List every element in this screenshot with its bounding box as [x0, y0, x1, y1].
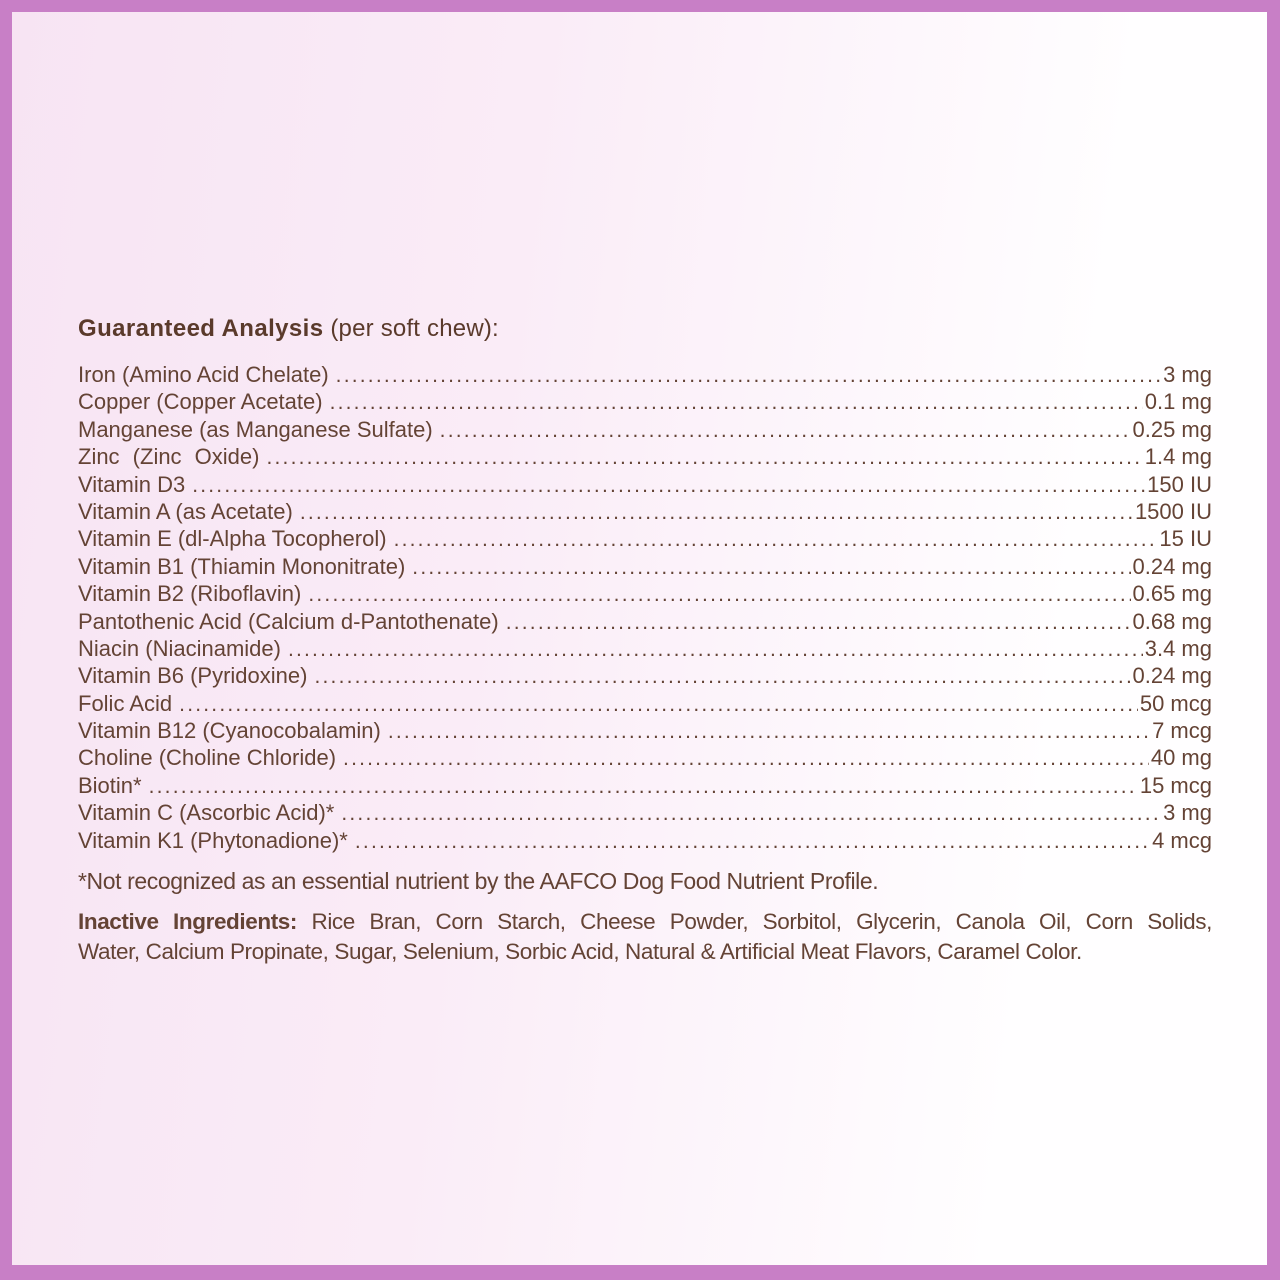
dot-leader — [440, 417, 1131, 443]
dot-leader — [336, 362, 1161, 388]
dot-leader — [149, 773, 1138, 799]
nutrient-row — [78, 609, 1212, 636]
nutrient-row — [78, 472, 1212, 499]
nutrient-value: 3 mg — [1163, 362, 1212, 387]
nutrient-value: 1.4 mg — [1144, 444, 1212, 470]
dot-leader — [412, 554, 1130, 580]
dot-leader — [388, 718, 1150, 744]
dot-leader — [266, 444, 1142, 470]
nutrient-name: Iron (Amino Acid Chelate) — [78, 362, 329, 387]
nutrient-value: 0.24 mg — [1132, 553, 1212, 579]
nutrient-row — [78, 362, 1212, 389]
nutrient-value: 0.24 mg — [1132, 663, 1212, 689]
inactive-ingredients-text-1: Rice Bran, Corn Starch, Cheese Powder, Sorbitol, Glycerin, Canola Oil, Corn Solids, — [311, 909, 1212, 935]
nutrient-value: 15 mcg — [1139, 772, 1212, 798]
nutrient-value: 3.4 mg — [1144, 635, 1212, 661]
nutrient-row — [78, 800, 1212, 827]
nutrient-name: Manganese (as Manganese Sulfate) — [78, 416, 433, 442]
nutrient-row — [78, 718, 1212, 745]
dot-leader — [314, 663, 1130, 689]
dot-leader — [179, 691, 1138, 717]
nutrient-value: 40 mg — [1150, 745, 1212, 771]
nutrient-name: Vitamin B6 (Pyridoxine) — [78, 663, 308, 689]
nutrient-name: Pantothenic Acid (Calcium d-Pantothenate) — [78, 608, 499, 634]
dot-leader — [506, 609, 1131, 635]
nutrient-row — [78, 636, 1212, 663]
nutrient-name: Biotin* — [78, 772, 142, 798]
nutrient-value: 0.25 mg — [1132, 416, 1212, 442]
nutrient-name: Niacin (Niacinamide) — [78, 635, 281, 661]
dot-leader — [355, 828, 1150, 854]
nutrient-name: Vitamin D3 — [78, 471, 186, 497]
dot-leader — [343, 745, 1149, 771]
nutrient-value: 15 IU — [1159, 526, 1212, 552]
inactive-ingredients-line-2: Water, Calcium Propinate, Sugar, Selenium, Sorbic Acid, Natural & Artificial Meat Flavors, Caramel Color. — [78, 939, 1082, 965]
nutrient-row — [78, 773, 1212, 800]
nutrient-value: 3 mg — [1163, 800, 1212, 826]
nutrient-name: Vitamin C (Ascorbic Acid)* — [78, 800, 335, 826]
nutrient-value: 7 mcg — [1152, 718, 1212, 744]
nutrient-row — [78, 663, 1212, 690]
nutrient-row — [78, 745, 1212, 772]
nutrient-row — [78, 554, 1212, 581]
nutrient-value: 0.1 mg — [1144, 389, 1212, 415]
nutrient-row — [78, 499, 1212, 526]
nutrient-row — [78, 526, 1212, 553]
nutrient-value: 0.65 mg — [1132, 581, 1212, 607]
section-title-qualifier: (per soft chew): — [330, 315, 499, 342]
nutrient-name: Vitamin B12 (Cyanocobalamin) — [78, 718, 381, 744]
aafco-footnote: *Not recognized as an essential nutrient by the AAFCO Dog Food Nutrient Profile. — [78, 868, 879, 895]
inactive-ingredients-label: Inactive Ingredients: — [78, 909, 298, 935]
nutrient-name: Vitamin K1 (Phytonadione)* — [78, 827, 348, 853]
nutrient-name: Vitamin E (dl-Alpha Tocopherol) — [78, 526, 387, 552]
nutrient-name: Folic Acid — [78, 690, 173, 716]
nutrient-name: Copper (Copper Acetate) — [78, 389, 323, 415]
nutrient-name: Vitamin B2 (Riboflavin) — [78, 581, 302, 607]
dot-leader — [300, 499, 1133, 525]
nutrient-row — [78, 389, 1212, 416]
nutrient-row — [78, 417, 1212, 444]
inactive-ingredients — [78, 907, 1212, 967]
inactive-ingredients-line-1 — [78, 907, 1212, 937]
nutrient-name: Vitamin A (as Acetate) — [78, 498, 293, 524]
dot-leader — [330, 389, 1143, 415]
label-content — [12, 12, 1267, 967]
nutrient-table — [78, 362, 1212, 855]
nutrient-value: 4 mcg — [1152, 827, 1212, 853]
nutrient-value: 150 IU — [1147, 471, 1212, 497]
dot-leader — [341, 800, 1161, 826]
nutrient-name: Choline (Choline Chloride) — [78, 745, 337, 771]
section-title — [78, 314, 1212, 344]
nutrient-row — [78, 444, 1212, 471]
nutrient-row — [78, 691, 1212, 718]
nutrient-row — [78, 828, 1212, 855]
dot-leader — [308, 581, 1130, 607]
nutrient-value: 0.68 mg — [1132, 608, 1212, 634]
nutrient-value: 50 mcg — [1139, 690, 1212, 716]
dot-leader — [288, 636, 1143, 662]
dot-leader — [192, 472, 1145, 498]
nutrient-name: Zinc (Zinc Oxide) — [78, 444, 260, 470]
dot-leader — [394, 526, 1158, 552]
nutrient-value: 1500 IU — [1134, 498, 1212, 524]
section-title-main: Guaranteed Analysis — [78, 315, 324, 342]
nutrient-row — [78, 581, 1212, 608]
nutrient-name: Vitamin B1 (Thiamin Mononitrate) — [78, 553, 406, 579]
